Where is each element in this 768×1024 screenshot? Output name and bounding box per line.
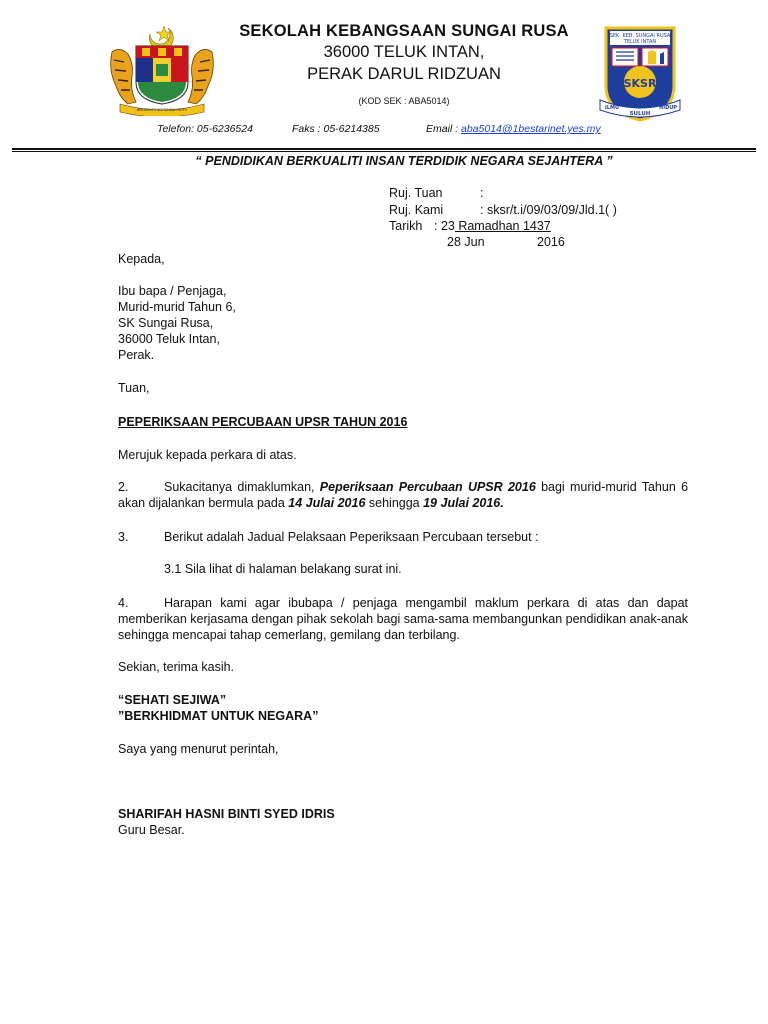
p2-text-c: bagi murid-murid Tahun 6 akan dijalankan bermula pada bbox=[118, 480, 689, 510]
paragraph-1: Merujuk kepada perkara di atas. bbox=[118, 448, 297, 462]
email-label: Email : bbox=[426, 123, 462, 135]
school-logo-banner-mid: SULUH bbox=[629, 111, 651, 117]
ruj-kami-value: : sksr/t.i/09/03/09/Jld.1( ) bbox=[480, 203, 617, 217]
ruj-kami-label: Ruj. Kami bbox=[389, 203, 444, 217]
closing: Sekian, terima kasih. bbox=[118, 660, 235, 674]
slogan-2: ”BERKHIDMAT UNTUK NEGARA” bbox=[118, 709, 319, 723]
recipient-line: SK Sungai Rusa, bbox=[118, 316, 214, 330]
salutation: Tuan, bbox=[118, 381, 150, 395]
school-logo-top-text-2: TELUK INTAN bbox=[623, 39, 657, 45]
paragraph-2 bbox=[118, 479, 688, 511]
saya-yang-menurut-perintah: Saya yang menurut perintah, bbox=[118, 742, 279, 756]
email-link[interactable]: aba5014@1bestarinet.yes.my bbox=[461, 123, 601, 135]
paragraph-4: Harapan kami agar ibubapa / penjaga mengambil maklum perkara di atas dan dapat memberikan kerjasama dengan pihak sekolah bagi sama-sama membangunkan pendidikan anak-anak sehingga mencapai tahap cemerlang, gemilang dan terbilang. bbox=[118, 596, 688, 642]
paragraph-3: Berikut adalah Jadual Pelaksaan Peperiksaan Percubaan tersebut : bbox=[164, 530, 539, 544]
p2-text-e: sehingga bbox=[365, 496, 424, 510]
subject: PEPERIKSAAN PERCUBAAN UPSR TAHUN 2016 bbox=[118, 415, 408, 429]
paragraph-2-number: 2. bbox=[118, 480, 129, 494]
paragraph-3-1: 3.1 Sila lihat di halaman belakang surat ini. bbox=[164, 562, 402, 576]
school-logo-banner-right: HIDUP bbox=[659, 105, 677, 111]
paragraph-3-number: 3. bbox=[118, 530, 129, 544]
tarikh-masihi-day: 28 Jun bbox=[447, 235, 485, 249]
signatory-position: Guru Besar. bbox=[118, 823, 185, 837]
letterhead-divider bbox=[12, 148, 756, 150]
p2-exam-name: Peperiksaan Percubaan UPSR 2016 bbox=[319, 480, 536, 494]
recipient-line: Murid-murid Tahun 6, bbox=[118, 300, 236, 314]
crest-scroll-text: BERSEKUTU BERTAMBAH MUTU bbox=[136, 108, 188, 112]
school-name: SEKOLAH KEBANGSAAN SUNGAI RUSA bbox=[239, 22, 569, 40]
p2-end-date: 19 Julai 2016. bbox=[423, 496, 504, 510]
fax: Faks : 05-6214385 bbox=[292, 123, 380, 135]
signatory-name: SHARIFAH HASNI BINTI SYED IDRIS bbox=[118, 807, 335, 821]
tarikh-hijri-prefix: : 23 bbox=[434, 219, 455, 233]
telephone: Telefon: 05-6236524 bbox=[157, 123, 253, 135]
school-logo-center-text: SKSR bbox=[623, 77, 657, 90]
tarikh-hijri bbox=[434, 218, 551, 234]
paragraph-4-number: 4. bbox=[118, 596, 129, 610]
address-line-2: PERAK DARUL RIDZUAN bbox=[307, 65, 501, 83]
p2-text-a: Sukacitanya dimaklumkan, bbox=[164, 480, 320, 494]
email-line bbox=[426, 123, 601, 135]
kepada: Kepada, bbox=[118, 252, 165, 266]
recipient-line: Ibu bapa / Penjaga, bbox=[118, 284, 227, 298]
school-logo-banner-left: ILMU bbox=[604, 105, 620, 111]
tarikh-masihi-year: 2016 bbox=[537, 235, 565, 249]
recipient-line: Perak. bbox=[118, 348, 155, 362]
recipient-line: 36000 Teluk Intan, bbox=[118, 332, 220, 346]
slogan-1: “SEHATI SEJIWA” bbox=[118, 693, 227, 707]
letterhead-divider-thin bbox=[12, 151, 756, 152]
tarikh-hijri-date: Ramadhan 1437 bbox=[454, 219, 551, 233]
motto: “ PENDIDIKAN BERKUALITI INSAN TERDIDIK NEGARA SEJAHTERA ” bbox=[195, 154, 613, 168]
p2-start-date: 14 Julai 2016 bbox=[288, 496, 366, 510]
ruj-tuan-label: Ruj. Tuan bbox=[389, 186, 443, 200]
ruj-tuan-colon: : bbox=[480, 186, 484, 200]
tarikh-label: Tarikh bbox=[389, 219, 423, 233]
school-code: (KOD SEK : ABA5014) bbox=[358, 96, 450, 106]
address-line-1: 36000 TELUK INTAN, bbox=[323, 43, 485, 61]
school-logo-top-text-1: SEK. KEB. SUNGAI RUSA bbox=[609, 33, 671, 39]
